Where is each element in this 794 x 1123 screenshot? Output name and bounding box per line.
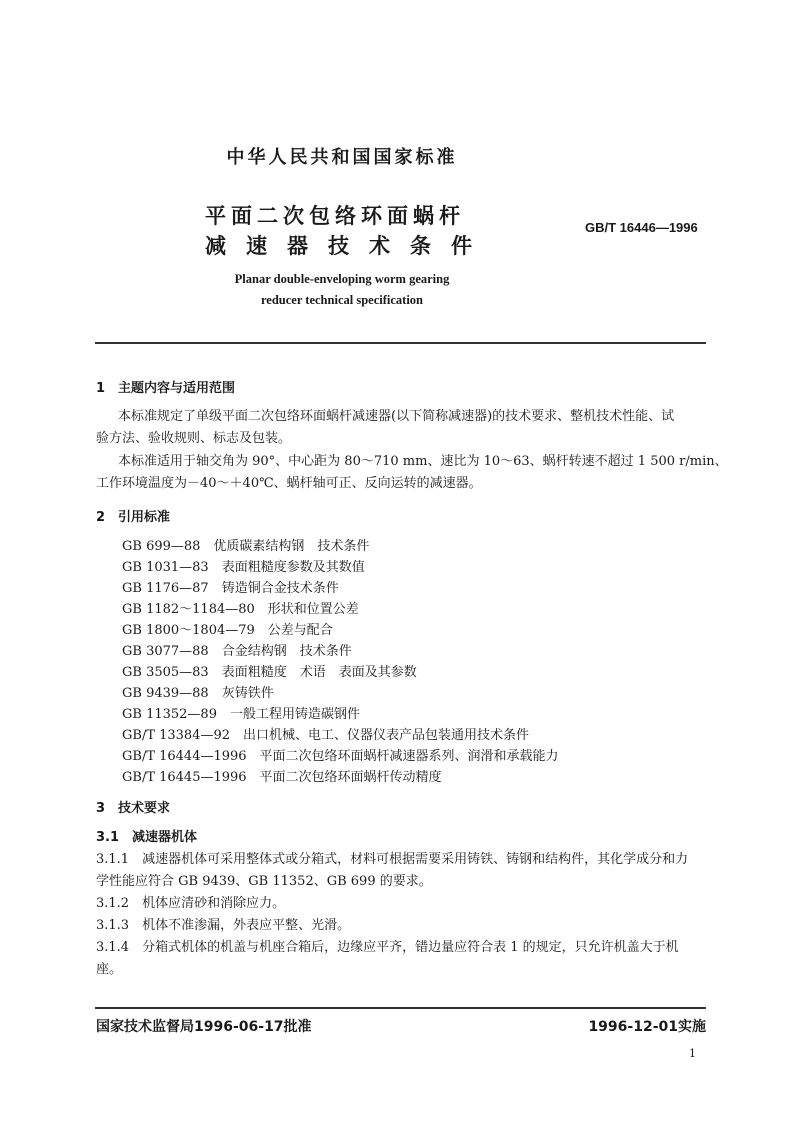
header-divider — [95, 342, 706, 344]
section1-p2-line2: 工作环境温度为－40～＋40℃、蜗杆轴可正、反向运转的减速器。 — [96, 476, 482, 491]
ref-item: GB 3077—88 合金结构钢 技术条件 — [122, 644, 352, 659]
section3-heading: 3 技术要求 — [96, 801, 171, 816]
section1-p1-line1: 本标准规定了单级平面二次包络环面蜗杆减速器(以下简称减速器)的技术要求、整机技术性能、试 — [118, 409, 675, 424]
ref-item: GB/T 16445—1996 平面二次包络环面蜗杆传动精度 — [122, 770, 442, 785]
section1-heading: 1 主题内容与适用范围 — [96, 381, 236, 396]
title-cn-line1: 平面二次包络环面蜗杆 — [205, 204, 465, 228]
item-3-1-4-line2: 座。 — [96, 962, 123, 977]
item-3-1-1-line2: 学性能应符合 GB 9439、GB 11352、GB 699 的要求。 — [96, 874, 432, 889]
title-en-line1: Planar double-enveloping worm gearing — [234, 272, 450, 286]
standard-code: GB/T 16446—1996 — [585, 220, 698, 235]
item-3-1-2: 3.1.2 机体应清砂和消除应力。 — [96, 896, 286, 911]
title-en-line2: reducer technical specification — [260, 293, 423, 307]
item-3-1-3: 3.1.3 机体不准渗漏，外表应平整、光滑。 — [96, 918, 351, 933]
ref-item: GB 1031—83 表面粗糙度参数及其数值 — [122, 560, 365, 575]
ref-item: GB 699—88 优质碳素结构钢 技术条件 — [122, 539, 370, 554]
item-3-1-4-line1: 3.1.4 分箱式机体的机盖与机座合箱后，边缘应平齐，错边量应符合表 1 的规定，只允许机盖大于机 — [96, 940, 679, 955]
implementation-date: 1996-12-01实施 — [588, 1019, 706, 1035]
ref-item: GB 3505—83 表面粗糙度 术语 表面及其参数 — [122, 665, 417, 680]
section2-heading: 2 引用标准 — [96, 510, 171, 525]
ref-item: GB 1182～1184—80 形状和位置公差 — [122, 602, 359, 617]
item-3-1-1-line1: 3.1.1 减速器机体可采用整体式或分箱式，材料可根据需要采用铸铁、铸钢和结构件，其化学成分和力 — [96, 852, 689, 867]
subsection-3-1: 3.1 减速器机体 — [96, 830, 198, 845]
section1-p1-line2: 验方法、验收规则、标志及包装。 — [96, 431, 292, 446]
ref-item: GB/T 16444—1996 平面二次包络环面蜗杆减速器系列、润滑和承载能力 — [122, 749, 559, 764]
ref-item: GB 9439—88 灰铸铁件 — [122, 686, 274, 701]
page-number: 1 — [689, 1047, 696, 1060]
ref-item: GB 11352—89 一般工程用铸造碳钢件 — [122, 707, 360, 722]
approval-date: 国家技术监督局1996-06-17批准 — [96, 1019, 312, 1035]
section1-p2-line1: 本标准适用于轴交角为 90°、中心距为 80～710 mm、速比为 10～63、蜗杆转速不超过 1 500 r/min、 — [118, 454, 728, 469]
ref-item: GB 1800～1804—79 公差与配合 — [122, 623, 333, 638]
ref-item: GB/T 13384—92 出口机械、电工、仪器仪表产品包装通用技术条件 — [122, 728, 530, 743]
national-standard-label: 中华人民共和国国家标准 — [226, 147, 458, 168]
title-cn-line2: 减速器技术条件 — [205, 234, 492, 258]
ref-item: GB 1176—87 铸造铜合金技术条件 — [122, 581, 339, 596]
footer-divider — [95, 1007, 706, 1009]
